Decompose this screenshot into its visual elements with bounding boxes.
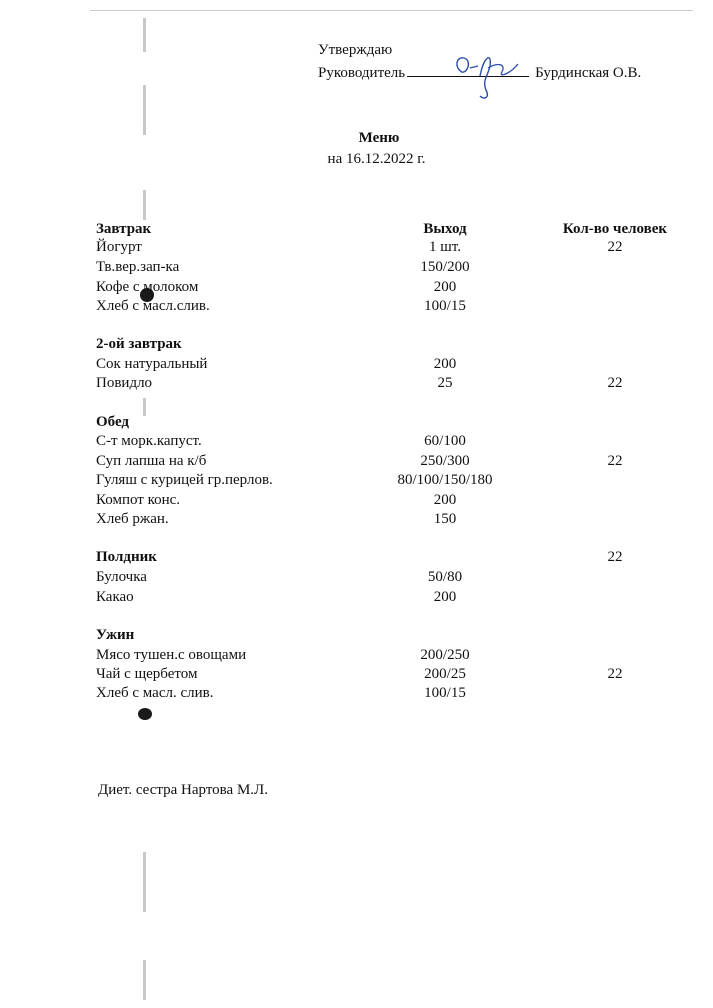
dish-output: 80/100/150/180 — [397, 472, 493, 488]
section-header — [0, 412, 713, 432]
dish-output: 100/15 — [424, 298, 466, 314]
dish-name: Кофе с молоком — [96, 279, 199, 295]
scan-edge-line — [90, 10, 693, 11]
section-title: Ужин — [96, 627, 135, 643]
dish-output: 150/200 — [420, 259, 470, 275]
table-row — [0, 257, 713, 277]
ink-blot — [138, 708, 152, 720]
dish-name: Чай с щербетом — [96, 666, 198, 682]
dish-name: Хлеб с масл. слив. — [96, 685, 214, 701]
table-row — [0, 237, 713, 257]
dish-name: Мясо тушен.с овощами — [96, 647, 247, 663]
section-header — [0, 547, 713, 567]
section-title: Обед — [96, 414, 130, 430]
people-count: 22 — [607, 375, 623, 391]
dish-output: 1 шт. — [429, 239, 461, 255]
table-row — [0, 664, 713, 684]
table-row — [0, 509, 713, 529]
handwritten-signature — [448, 50, 538, 100]
binder-mark — [143, 18, 146, 52]
approver-name: Бурдинская О.В. — [535, 65, 642, 81]
dish-output: 200/25 — [424, 666, 466, 682]
table-row — [0, 490, 713, 510]
table-row — [0, 567, 713, 587]
dish-output: 200 — [433, 589, 457, 605]
table-row — [0, 354, 713, 374]
column-header-count: Кол-во человек — [562, 221, 668, 237]
table-row — [0, 451, 713, 471]
dish-output: 100/15 — [424, 685, 466, 701]
dish-name: Суп лапша на к/б — [96, 453, 207, 469]
binder-mark — [143, 190, 146, 220]
binder-mark — [143, 85, 146, 135]
section-title: Полдник — [96, 549, 157, 565]
people-count: 22 — [607, 549, 623, 565]
dish-name: Хлеб с масл.слив. — [96, 298, 210, 314]
table-row — [0, 587, 713, 607]
table-row — [0, 277, 713, 297]
table-row — [0, 373, 713, 393]
table-row — [0, 470, 713, 490]
dish-output: 200 — [433, 356, 457, 372]
dish-output: 150 — [433, 511, 457, 527]
dish-output: 250/300 — [420, 453, 470, 469]
dish-name: Повидло — [96, 375, 153, 391]
dish-name: Йогурт — [96, 239, 142, 255]
dish-name: Тв.вер.зап-ка — [96, 259, 180, 275]
dish-name: Компот конс. — [96, 492, 181, 508]
table-row — [0, 645, 713, 665]
binder-mark — [143, 852, 146, 912]
dish-output: 25 — [437, 375, 453, 391]
dish-name: Какао — [96, 589, 134, 605]
table-row — [0, 296, 713, 316]
dish-name: С-т морк.капуст. — [96, 433, 202, 449]
approve-word: Утверждаю — [318, 42, 393, 58]
dish-output: 200 — [433, 279, 457, 295]
dietitian-signature: Диет. сестра Нартова М.Л. — [98, 782, 268, 798]
table-row — [0, 431, 713, 451]
column-header-output: Выход — [423, 221, 467, 237]
section-header — [0, 334, 713, 354]
dish-output: 50/80 — [427, 569, 463, 585]
dish-name: Гуляш с курицей гр.перлов. — [96, 472, 273, 488]
section-header — [0, 625, 713, 645]
people-count: 22 — [607, 666, 623, 682]
people-count: 22 — [607, 453, 623, 469]
dish-output: 200/250 — [420, 647, 470, 663]
dish-name: Хлеб ржан. — [96, 511, 169, 527]
binder-mark — [143, 960, 146, 1000]
dish-name: Булочка — [96, 569, 147, 585]
dish-output: 60/100 — [424, 433, 466, 449]
page-title: Меню — [358, 130, 400, 146]
dish-name: Сок натуральный — [96, 356, 208, 372]
section-title: Завтрак — [96, 221, 152, 237]
menu-date: на 16.12.2022 г. — [327, 151, 426, 167]
table-header — [0, 219, 713, 239]
table-row — [0, 683, 713, 703]
people-count: 22 — [607, 239, 623, 255]
dish-output: 200 — [433, 492, 457, 508]
role-label: Руководитель — [318, 65, 406, 81]
section-title: 2-ой завтрак — [96, 336, 182, 352]
